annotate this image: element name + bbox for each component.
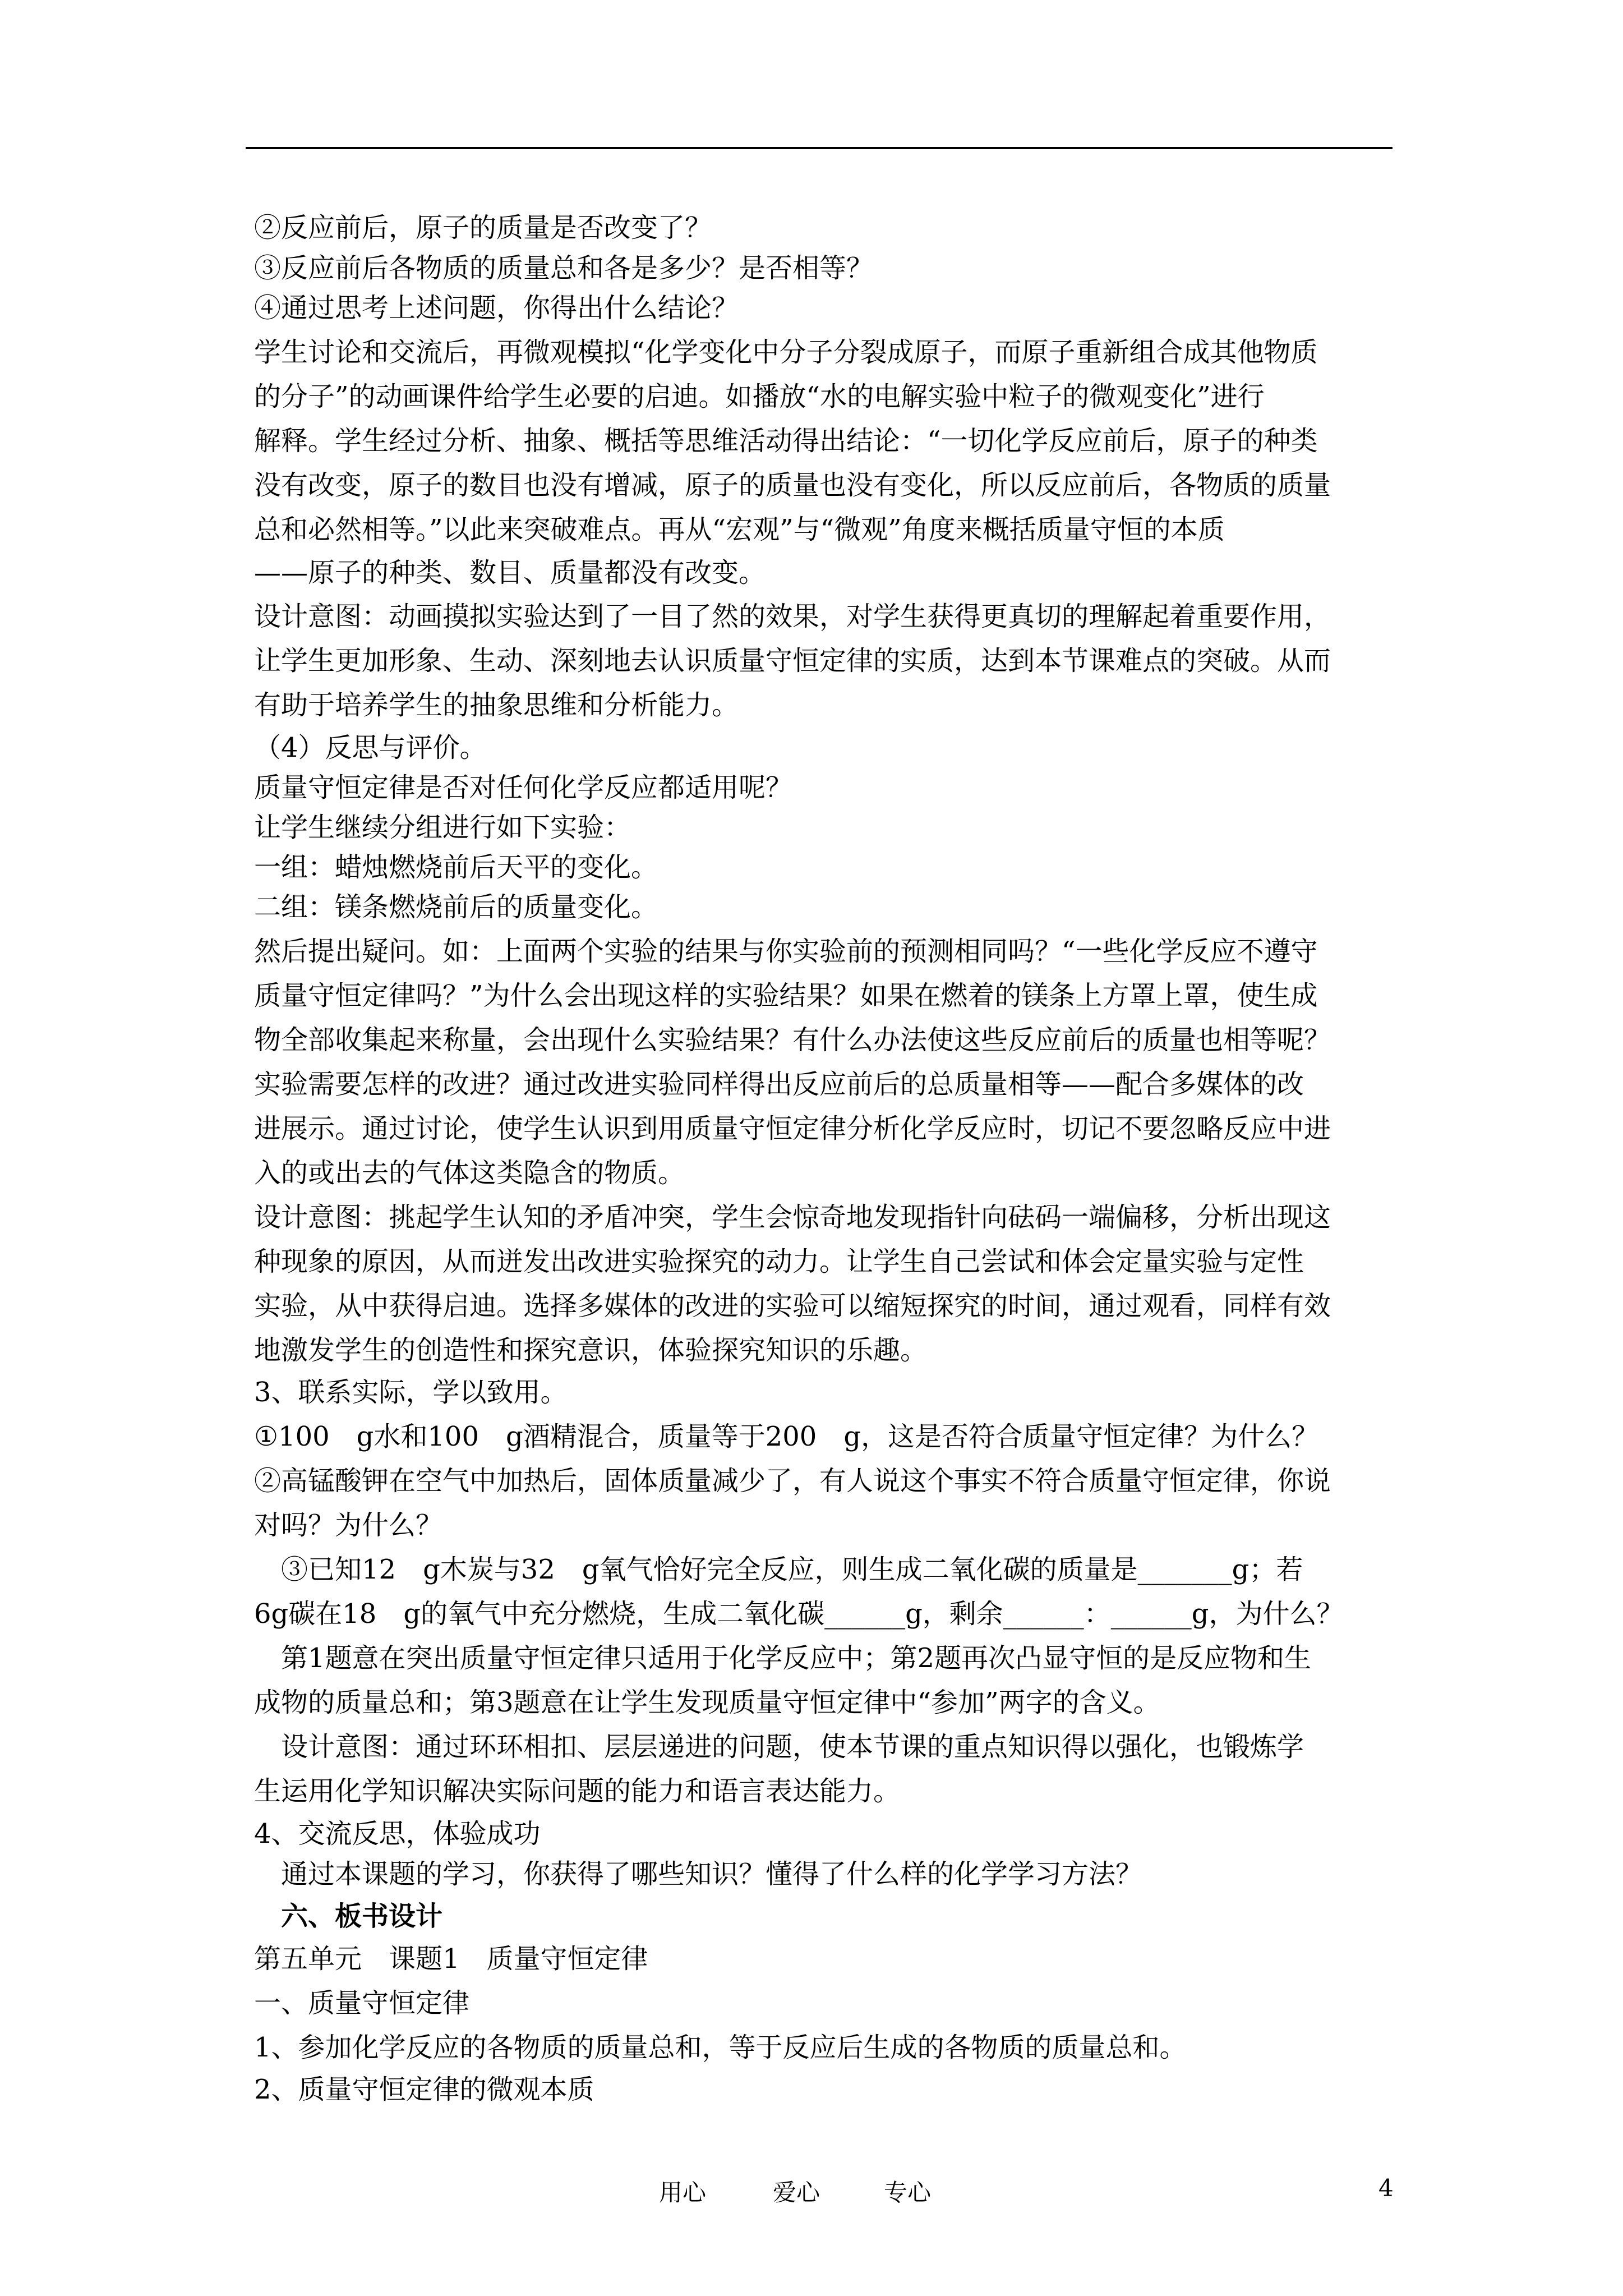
- text-line: 通过本课题的学习，你获得了哪些知识？懂得了什么样的化学学习方法？: [254, 1858, 1143, 1890]
- text-line: 实验，从中获得启迪。选择多媒体的改进的实验可以缩短探究的时间，通过观看，同样有效: [254, 1290, 1331, 1322]
- text-line: ③反应前后各物质的质量总和各是多少？是否相等？: [254, 252, 874, 284]
- footer-motto-1: 用心: [659, 2179, 707, 2206]
- text-line: 一、质量守恒定律: [254, 1987, 470, 2019]
- text-line: 成物的质量总和；第3题意在让学生发现质量守恒定律中“参加”两字的含义。: [254, 1687, 1160, 1718]
- text-line: 没有改变，原子的数目也没有增减，原子的质量也没有变化，所以反应前后，各物质的质量: [254, 470, 1331, 501]
- page-number: 4: [1378, 2174, 1394, 2202]
- text-line: 种现象的原因，从而迸发出改进实验探究的动力。让学生自己尝试和体会定量实验与定性: [254, 1246, 1304, 1277]
- text-line: 2、质量守恒定律的微观本质: [254, 2074, 594, 2105]
- text-line: 有助于培养学生的抽象思维和分析能力。: [254, 689, 739, 721]
- text-line: 设计意图：动画摸拟实验达到了一目了然的效果，对学生获得更真切的理解起着重要作用，: [254, 601, 1331, 632]
- text-line: 入的或出去的气体这类隐含的物质。: [254, 1157, 685, 1189]
- text-line: 质量守恒定律是否对任何化学反应都适用呢？: [254, 772, 793, 803]
- text-line: 地激发学生的创造性和探究意识，体验探究知识的乐趣。: [254, 1335, 928, 1366]
- text-line: ③已知12 g木炭与32 g氧气恰好完全反应，则生成二氧化碳的质量是_______g；若: [254, 1554, 1303, 1585]
- text-line: 一组：蜡烛燃烧前后天平的变化。: [254, 852, 658, 883]
- text-line: 1、参加化学反应的各物质的质量总和，等于反应后生成的各物质的质量总和。: [254, 2032, 1187, 2063]
- text-line: 进展示。通过讨论，使学生认识到用质量守恒定律分析化学反应时，切记不要忽略反应中进: [254, 1113, 1331, 1144]
- text-line: 第五单元 课题1 质量守恒定律: [254, 1943, 648, 1975]
- text-line: 实验需要怎样的改进？通过改进实验同样得出反应前后的总质量相等——配合多媒体的改: [254, 1069, 1304, 1100]
- text-line: 对吗？为什么？: [254, 1510, 443, 1541]
- text-line: 物全部收集起来称量，会出现什么实验结果？有什么办法使这些反应前后的质量也相等呢？: [254, 1024, 1331, 1056]
- text-line: （4）反思与评价。: [254, 732, 487, 763]
- text-line: ④通过思考上述问题，你得出什么结论？: [254, 292, 739, 324]
- text-line: 4、交流反思，体验成功: [254, 1818, 541, 1849]
- footer-motto-3: 专心: [884, 2179, 932, 2206]
- text-line: 3、联系实际，学以致用。: [254, 1377, 568, 1408]
- text-line: 质量守恒定律吗？”为什么会出现这样的实验结果？如果在燃着的镁条上方罩上罩，使生成: [254, 980, 1318, 1011]
- text-line: 设计意图：挑起学生认知的矛盾冲突，学生会惊奇地发现指针向砝码一端偏移，分析出现这: [254, 1202, 1331, 1233]
- text-line: ②反应前后，原子的质量是否改变了？: [254, 212, 712, 243]
- text-line: 总和必然相等。”以此来突破难点。再从“宏观”与“微观”角度来概括质量守恒的本质: [254, 514, 1225, 545]
- text-line: ——原子的种类、数目、质量都没有改变。: [254, 557, 766, 588]
- text-line: ②高锰酸钾在空气中加热后，固体质量减少了，有人说这个事实不符合质量守恒定律，你说: [254, 1465, 1331, 1497]
- text-line: 6g碳在18 g的氧气中充分燃烧，生成二氧化碳______g，剩余______：______g，为什么？: [254, 1598, 1344, 1630]
- text-line: 的分子”的动画课件给学生必要的启迪。如播放“水的电解实验中粒子的微观变化”进行: [254, 381, 1265, 412]
- section-heading: 六、板书设计: [254, 1901, 443, 1932]
- text-line: 让学生更加形象、生动、深刻地去认识质量守恒定律的实质，达到本节课难点的突破。从而: [254, 645, 1331, 677]
- header-rule: [246, 147, 1393, 149]
- text-line: 生运用化学知识解决实际问题的能力和语言表达能力。: [254, 1775, 901, 1807]
- text-line: 让学生继续分组进行如下实验：: [254, 812, 631, 843]
- text-line: ①100 g水和100 g酒精混合，质量等于200 g，这是否符合质量守恒定律？为什么？: [254, 1421, 1319, 1452]
- text-line: 解释。学生经过分析、抽象、概括等思维活动得出结论：“一切化学反应前后，原子的种类: [254, 425, 1318, 457]
- text-line: 设计意图：通过环环相扣、层层递进的问题，使本节课的重点知识得以强化，也锻炼学: [254, 1731, 1304, 1763]
- text-line: 然后提出疑问。如：上面两个实验的结果与你实验前的预测相同吗？“一些化学反应不遵守: [254, 936, 1318, 967]
- text-line: 第1题意在突出质量守恒定律只适用于化学反应中；第2题再次凸显守恒的是反应物和生: [254, 1642, 1312, 1674]
- text-line: 二组：镁条燃烧前后的质量变化。: [254, 891, 658, 923]
- footer-motto-2: 爱心: [773, 2179, 820, 2206]
- text-line: 学生讨论和交流后，再微观模拟“化学变化中分子分裂成原子，而原子重新组合成其他物质: [254, 337, 1318, 368]
